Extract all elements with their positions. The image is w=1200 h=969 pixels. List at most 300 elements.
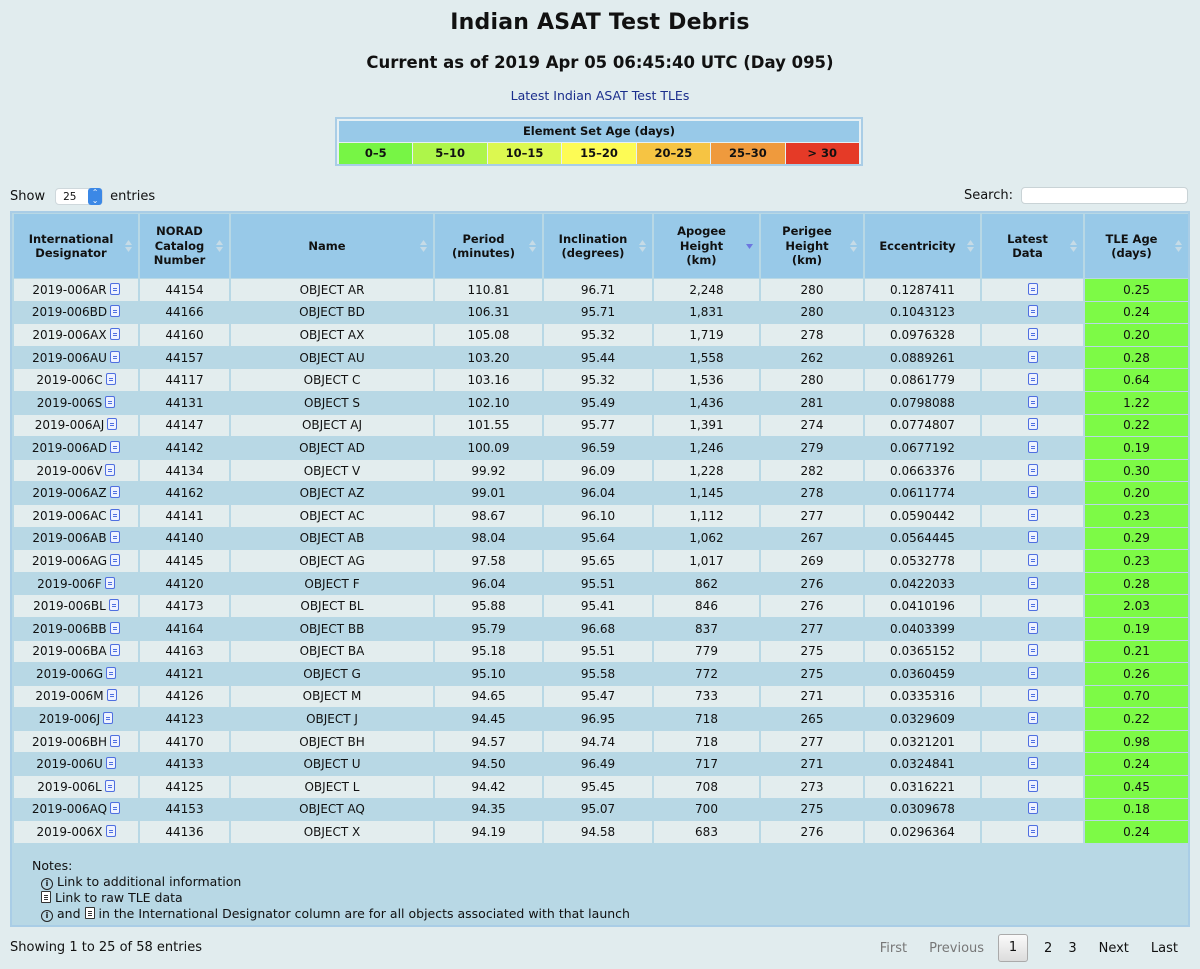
sort-both-icon xyxy=(639,239,646,253)
perigee-height: 278 xyxy=(800,486,824,501)
document-icon[interactable] xyxy=(110,283,120,295)
tle-age: 0.23 xyxy=(1123,508,1150,523)
document-icon[interactable] xyxy=(1028,622,1038,634)
norad-number-cell xyxy=(140,415,229,437)
apogee-height: 718 xyxy=(695,734,718,749)
inclination-cell xyxy=(544,505,652,527)
norad-number: 44125 xyxy=(165,779,204,794)
intl-designator[interactable]: 2019-006BD xyxy=(31,305,108,320)
intl-designator[interactable]: 2019-006BA xyxy=(32,644,107,659)
norad-number: 44163 xyxy=(165,644,204,659)
eccentricity-cell xyxy=(865,302,980,324)
document-icon[interactable] xyxy=(1028,486,1038,498)
debris-table xyxy=(12,213,1190,844)
norad-number: 44166 xyxy=(165,305,204,320)
eccentricity-cell xyxy=(865,573,980,595)
period-cell xyxy=(435,799,542,821)
note-combined xyxy=(32,906,630,922)
perigee-height-cell xyxy=(761,686,863,708)
column-header-label: (days) xyxy=(1111,246,1152,260)
eccentricity-cell xyxy=(865,550,980,572)
sort-both-icon xyxy=(850,239,857,253)
legend-row xyxy=(339,143,859,164)
perigee-height-cell xyxy=(761,663,863,685)
column-header-label: Eccentricity xyxy=(879,238,956,253)
document-icon[interactable] xyxy=(105,577,115,589)
intl-designator[interactable]: 2019-006AZ xyxy=(32,486,107,501)
period-cell xyxy=(435,347,542,369)
period-cell xyxy=(435,279,542,301)
document-icon[interactable] xyxy=(110,351,120,363)
eccentricity-cell xyxy=(865,415,980,437)
inclination-cell xyxy=(544,437,652,459)
inclination: 95.41 xyxy=(580,599,616,614)
intl-designator-cell xyxy=(14,528,138,550)
document-icon[interactable] xyxy=(103,712,113,724)
intl-designator-cell xyxy=(14,460,138,482)
document-icon[interactable] xyxy=(110,486,120,498)
intl-designator[interactable]: 2019-006C xyxy=(36,373,103,388)
norad-number: 44142 xyxy=(165,440,204,455)
intl-designator-cell xyxy=(14,505,138,527)
table-row xyxy=(14,686,1188,708)
object-name: OBJECT AQ xyxy=(299,802,365,817)
previous-page-button[interactable]: Previous xyxy=(929,940,985,956)
period-cell xyxy=(435,505,542,527)
select-arrows-icon: ⌃ ⌄ xyxy=(88,188,102,205)
eccentricity: 0.0663376 xyxy=(890,463,955,478)
eccentricity: 0.0296364 xyxy=(890,825,955,840)
norad-number: 44136 xyxy=(165,825,204,840)
period-cell xyxy=(435,731,542,753)
document-icon[interactable] xyxy=(109,599,119,611)
tle-age-cell xyxy=(1085,618,1188,640)
perigee-height-cell xyxy=(761,482,863,504)
column-header[interactable] xyxy=(1085,214,1188,278)
document-icon[interactable] xyxy=(1028,554,1038,566)
eccentricity-cell xyxy=(865,279,980,301)
inclination: 95.49 xyxy=(580,395,616,410)
intl-designator-cell xyxy=(14,392,138,414)
eccentricity: 0.0335316 xyxy=(890,689,955,704)
inclination: 96.49 xyxy=(580,757,616,772)
page-button-3[interactable]: 3 xyxy=(1068,940,1077,956)
inclination-cell xyxy=(544,302,652,324)
tle-age: 0.29 xyxy=(1123,531,1150,546)
document-icon[interactable] xyxy=(1028,667,1038,679)
document-icon[interactable] xyxy=(1028,305,1038,317)
column-header[interactable] xyxy=(761,214,863,278)
search-label: Search: xyxy=(963,188,1013,203)
document-icon[interactable] xyxy=(1028,464,1038,476)
document-icon[interactable] xyxy=(1028,418,1038,430)
document-icon[interactable] xyxy=(106,825,116,837)
inclination-cell xyxy=(544,641,652,663)
apogee-height-cell xyxy=(654,573,759,595)
search-input[interactable] xyxy=(1021,187,1188,204)
document-icon[interactable] xyxy=(107,418,117,430)
intl-designator[interactable]: 2019-006F xyxy=(37,576,102,591)
column-header-label: (km) xyxy=(686,253,717,268)
latest-data-cell xyxy=(982,324,1083,346)
intl-designator[interactable]: 2019-006G xyxy=(35,666,104,681)
eccentricity: 0.0532778 xyxy=(890,553,955,568)
intl-designator[interactable]: 2019-006AG xyxy=(31,553,108,568)
object-name-cell xyxy=(231,573,433,595)
document-icon[interactable] xyxy=(1028,396,1038,408)
intl-designator[interactable]: 2019-006AD xyxy=(31,440,108,455)
apogee-height-cell xyxy=(654,415,759,437)
eccentricity: 0.0403399 xyxy=(890,621,955,636)
table-row xyxy=(14,641,1188,663)
eccentricity-cell xyxy=(865,821,980,843)
intl-designator[interactable]: 2019-006V xyxy=(36,463,103,478)
document-icon xyxy=(85,907,95,919)
document-icon[interactable] xyxy=(105,464,115,476)
norad-number-cell xyxy=(140,392,229,414)
document-icon[interactable] xyxy=(106,667,116,679)
apogee-height: 1,719 xyxy=(689,327,724,342)
eccentricity-cell xyxy=(865,799,980,821)
eccentricity: 0.0564445 xyxy=(890,531,955,546)
intl-designator[interactable]: 2019-006J xyxy=(38,712,101,727)
tle-age: 0.20 xyxy=(1123,327,1150,342)
period-cell xyxy=(435,753,542,775)
column-header-label: Name xyxy=(308,238,346,253)
intl-designator[interactable]: 2019-006AX xyxy=(32,327,107,342)
intl-designator[interactable]: 2019-006S xyxy=(36,395,103,410)
inclination: 95.51 xyxy=(580,576,616,591)
intl-designator[interactable]: 2019-006BL xyxy=(33,599,106,614)
table-row xyxy=(14,731,1188,753)
table-row xyxy=(14,482,1188,504)
page-button-2[interactable]: 2 xyxy=(1044,940,1053,956)
object-name: OBJECT F xyxy=(304,576,360,591)
entries-select[interactable] xyxy=(55,188,103,205)
norad-number: 44123 xyxy=(165,712,204,727)
tle-age-cell xyxy=(1085,505,1188,527)
tle-age-cell xyxy=(1085,460,1188,482)
eccentricity: 0.0611774 xyxy=(890,486,955,501)
intl-designator-cell xyxy=(14,482,138,504)
apogee-height: 1,558 xyxy=(689,350,724,365)
intl-designator[interactable]: 2019-006X xyxy=(36,825,103,840)
object-name: OBJECT M xyxy=(302,689,362,704)
column-header[interactable] xyxy=(654,214,759,278)
intl-designator[interactable]: 2019-006AR xyxy=(32,282,107,297)
column-header-label: (degrees) xyxy=(561,246,625,260)
norad-number-cell xyxy=(140,641,229,663)
document-icon[interactable] xyxy=(110,802,120,814)
norad-number: 44160 xyxy=(165,327,204,342)
column-header-label: Data xyxy=(1012,246,1043,260)
document-icon[interactable] xyxy=(1028,373,1038,385)
object-name: OBJECT AR xyxy=(299,282,365,297)
intl-designator[interactable]: 2019-006L xyxy=(37,779,102,794)
column-header-label: (km) xyxy=(791,253,823,268)
perigee-height: 280 xyxy=(800,282,824,297)
document-icon[interactable] xyxy=(110,441,120,453)
latest-data-cell xyxy=(982,595,1083,617)
last-page-button[interactable]: Last xyxy=(1150,940,1178,956)
document-icon[interactable] xyxy=(105,780,115,792)
perigee-height-cell xyxy=(761,302,863,324)
legend-item: 0–5 xyxy=(339,143,412,164)
document-icon[interactable] xyxy=(1028,328,1038,340)
latest-data-cell xyxy=(982,392,1083,414)
intl-designator-cell xyxy=(14,799,138,821)
object-name-cell xyxy=(231,776,433,798)
period: 103.16 xyxy=(467,373,510,388)
document-icon[interactable] xyxy=(106,757,116,769)
norad-number-cell xyxy=(140,460,229,482)
column-header[interactable] xyxy=(231,214,433,278)
tle-age: 0.24 xyxy=(1123,757,1150,772)
latest-data-cell xyxy=(982,347,1083,369)
first-page-button[interactable]: First xyxy=(879,940,908,956)
inclination-cell xyxy=(544,482,652,504)
note-info xyxy=(32,874,630,890)
perigee-height: 282 xyxy=(800,463,824,478)
table-row xyxy=(14,573,1188,595)
sort-descending-icon xyxy=(746,239,753,253)
eccentricity: 0.0365152 xyxy=(890,644,955,659)
tle-age-cell xyxy=(1085,821,1188,843)
period-cell xyxy=(435,550,542,572)
period: 95.18 xyxy=(471,644,506,659)
latest-data-cell xyxy=(982,279,1083,301)
column-header[interactable] xyxy=(544,214,652,278)
document-icon[interactable] xyxy=(1028,689,1038,701)
column-header[interactable] xyxy=(140,214,229,278)
document-icon[interactable] xyxy=(1028,509,1038,521)
inclination-cell xyxy=(544,279,652,301)
document-icon[interactable] xyxy=(110,328,120,340)
document-icon[interactable] xyxy=(1028,531,1038,543)
period: 110.81 xyxy=(467,282,510,297)
inclination: 95.45 xyxy=(580,779,616,794)
document-icon[interactable] xyxy=(1028,712,1038,724)
object-name: OBJECT X xyxy=(303,825,361,840)
pagination xyxy=(858,934,1178,962)
period-cell xyxy=(435,437,542,459)
eccentricity: 0.0889261 xyxy=(890,350,955,365)
tle-age-cell xyxy=(1085,302,1188,324)
show-label: Show xyxy=(10,189,46,204)
document-icon[interactable] xyxy=(110,735,120,747)
apogee-height: 2,248 xyxy=(689,282,724,297)
intl-designator-cell xyxy=(14,753,138,775)
apogee-height-cell xyxy=(654,776,759,798)
column-header-label: Number xyxy=(153,253,206,268)
entries-length-control xyxy=(10,188,155,205)
eccentricity: 0.0590442 xyxy=(890,508,955,523)
eccentricity-cell xyxy=(865,686,980,708)
period: 94.57 xyxy=(471,734,506,749)
tle-age-cell xyxy=(1085,347,1188,369)
latest-data-cell xyxy=(982,663,1083,685)
document-icon[interactable] xyxy=(105,396,115,408)
document-icon[interactable] xyxy=(110,509,120,521)
intl-designator[interactable]: 2019-006AU xyxy=(32,350,107,365)
intl-designator[interactable]: 2019-006U xyxy=(36,757,103,772)
document-icon[interactable] xyxy=(1028,644,1038,656)
notes-title: Notes: xyxy=(32,858,73,873)
intl-designator[interactable]: 2019-006AJ xyxy=(34,418,105,433)
intl-designator[interactable]: 2019-006AB xyxy=(32,531,107,546)
tle-age: 0.21 xyxy=(1123,644,1150,659)
document-icon[interactable] xyxy=(1028,757,1038,769)
apogee-height: 837 xyxy=(695,621,718,636)
norad-number-cell xyxy=(140,528,229,550)
inclination-cell xyxy=(544,392,652,414)
apogee-height: 1,112 xyxy=(689,508,724,523)
column-header[interactable] xyxy=(14,214,138,278)
column-header-label: Designator xyxy=(35,246,107,260)
perigee-height-cell xyxy=(761,392,863,414)
norad-number: 44145 xyxy=(165,553,204,568)
document-icon[interactable] xyxy=(1028,441,1038,453)
perigee-height-cell xyxy=(761,347,863,369)
apogee-height: 1,246 xyxy=(689,440,724,455)
norad-number-cell xyxy=(140,663,229,685)
intl-designator[interactable]: 2019-006AC xyxy=(32,508,107,523)
apogee-height-cell xyxy=(654,347,759,369)
perigee-height-cell xyxy=(761,437,863,459)
latest-data-cell xyxy=(982,505,1083,527)
eccentricity: 0.0976328 xyxy=(890,327,955,342)
intl-designator[interactable]: 2019-006BH xyxy=(31,734,108,749)
document-icon[interactable] xyxy=(110,531,120,543)
eccentricity-cell xyxy=(865,753,980,775)
document-icon[interactable] xyxy=(106,373,116,385)
document-icon[interactable] xyxy=(1028,351,1038,363)
document-icon[interactable] xyxy=(110,644,120,656)
norad-number: 44141 xyxy=(165,508,204,523)
info-icon: i xyxy=(41,910,53,922)
norad-number-cell xyxy=(140,369,229,391)
perigee-height: 277 xyxy=(800,508,824,523)
next-page-button[interactable]: Next xyxy=(1098,940,1129,956)
intl-designator-cell xyxy=(14,731,138,753)
latest-tles-link[interactable]: Latest Indian ASAT Test TLEs xyxy=(510,88,690,103)
norad-number: 44133 xyxy=(165,757,204,772)
object-name-cell xyxy=(231,686,433,708)
latest-data-cell xyxy=(982,415,1083,437)
eccentricity: 0.0360459 xyxy=(890,666,955,681)
perigee-height-cell xyxy=(761,595,863,617)
legend-item: 15–20 xyxy=(562,143,635,164)
latest-data-cell xyxy=(982,641,1083,663)
document-icon[interactable] xyxy=(107,689,117,701)
table-row xyxy=(14,595,1188,617)
object-name-cell xyxy=(231,460,433,482)
object-name: OBJECT C xyxy=(303,373,361,388)
object-name: OBJECT J xyxy=(306,712,358,727)
tle-age: 0.23 xyxy=(1123,553,1150,568)
eccentricity-cell xyxy=(865,369,980,391)
intl-designator-cell xyxy=(14,550,138,572)
document-icon[interactable] xyxy=(1028,577,1038,589)
column-header[interactable] xyxy=(865,214,980,278)
perigee-height: 271 xyxy=(800,689,824,704)
column-header-label: (minutes) xyxy=(452,246,515,260)
latest-data-cell xyxy=(982,482,1083,504)
latest-data-cell xyxy=(982,821,1083,843)
period: 105.08 xyxy=(467,327,510,342)
tle-age: 0.22 xyxy=(1123,418,1150,433)
inclination: 95.44 xyxy=(580,350,616,365)
eccentricity-cell xyxy=(865,641,980,663)
document-icon[interactable] xyxy=(1028,599,1038,611)
document-icon[interactable] xyxy=(1028,735,1038,747)
entries-label: entries xyxy=(110,189,156,204)
norad-number-cell xyxy=(140,324,229,346)
norad-number: 44154 xyxy=(165,282,204,297)
eccentricity-cell xyxy=(865,595,980,617)
perigee-height: 276 xyxy=(800,576,824,591)
inclination-cell xyxy=(544,528,652,550)
document-icon[interactable] xyxy=(110,305,120,317)
apogee-height-cell xyxy=(654,663,759,685)
norad-number-cell xyxy=(140,347,229,369)
apogee-height: 846 xyxy=(695,599,718,614)
apogee-height-cell xyxy=(654,460,759,482)
inclination-cell xyxy=(544,550,652,572)
intl-designator[interactable]: 2019-006M xyxy=(35,689,104,704)
norad-number-cell xyxy=(140,573,229,595)
document-icon[interactable] xyxy=(1028,780,1038,792)
perigee-height: 269 xyxy=(800,553,824,568)
apogee-height-cell xyxy=(654,505,759,527)
eccentricity: 0.0774807 xyxy=(890,418,955,433)
tle-age-cell xyxy=(1085,731,1188,753)
intl-designator[interactable]: 2019-006BB xyxy=(32,621,107,636)
page-button-1[interactable]: 1 xyxy=(998,934,1028,962)
inclination-cell xyxy=(544,799,652,821)
tle-age: 0.24 xyxy=(1123,825,1150,840)
table-row xyxy=(14,437,1188,459)
tle-age-cell xyxy=(1085,663,1188,685)
tle-age-cell xyxy=(1085,279,1188,301)
table-row xyxy=(14,618,1188,640)
norad-number: 44131 xyxy=(165,395,204,410)
inclination: 95.32 xyxy=(580,327,616,342)
document-icon[interactable] xyxy=(110,554,120,566)
norad-number: 44147 xyxy=(165,418,204,433)
perigee-height-cell xyxy=(761,708,863,730)
legend-title: Element Set Age (days) xyxy=(339,121,859,142)
document-icon[interactable] xyxy=(1028,283,1038,295)
column-header[interactable] xyxy=(982,214,1083,278)
document-icon[interactable] xyxy=(110,622,120,634)
norad-number-cell xyxy=(140,776,229,798)
tle-age: 0.64 xyxy=(1123,373,1150,388)
period: 102.10 xyxy=(467,395,510,410)
column-header[interactable] xyxy=(435,214,542,278)
sort-both-icon xyxy=(125,239,132,253)
legend-item: 10–15 xyxy=(488,143,561,164)
latest-data-cell xyxy=(982,776,1083,798)
apogee-height: 1,536 xyxy=(689,373,724,388)
intl-designator[interactable]: 2019-006AQ xyxy=(31,802,108,817)
notes-section xyxy=(32,858,630,922)
tle-age-cell xyxy=(1085,708,1188,730)
document-icon[interactable] xyxy=(1028,825,1038,837)
perigee-height-cell xyxy=(761,753,863,775)
latest-data-cell xyxy=(982,437,1083,459)
document-icon[interactable] xyxy=(1028,802,1038,814)
